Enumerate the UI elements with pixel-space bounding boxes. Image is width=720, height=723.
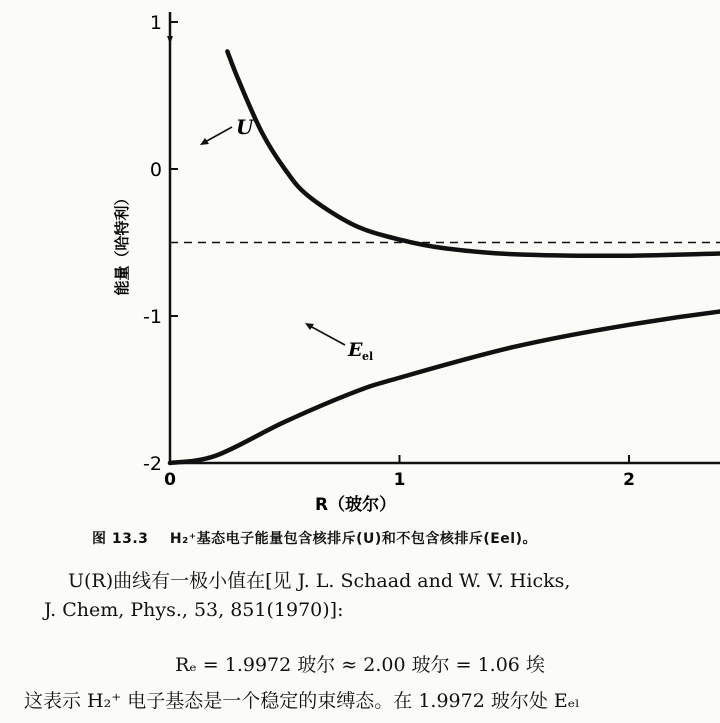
caption-prefix: 图 13.3 [92, 531, 149, 547]
y-axis-marker [167, 36, 173, 44]
paragraph-1-line-1: U(R)曲线有一极小值在[见 J. L. Schaad and W. V. Hicks, [68, 570, 571, 592]
u-pointer-arrow [200, 138, 209, 145]
paragraph-2: 这表示 H₂⁺ 电子基态是一个稳定的束缚态。在 1.9972 玻尔处 Eₑₗ [24, 690, 580, 712]
equation: Rₑ = 1.9972 玻尔 ≈ 2.00 玻尔 = 1.06 埃 [175, 654, 545, 676]
y-axis-label: 能量（哈特利） [113, 190, 131, 296]
u-curve-label: U [236, 115, 254, 139]
x-tick-label: 2 [623, 470, 635, 490]
y-tick-label: -2 [143, 453, 162, 475]
caption-body: H₂⁺基态电子能量包含核排斥(U)和不包含核排斥(Eel)。 [169, 531, 537, 547]
x-tick-label: 1 [393, 470, 406, 490]
eel-pointer-arrow [305, 323, 314, 330]
u-pointer-line [205, 127, 232, 142]
chart-axes [143, 12, 720, 490]
eel-curve-label-sub: el [362, 350, 374, 363]
figure-caption [92, 528, 712, 548]
y-tick-label: 1 [149, 12, 162, 34]
paragraph-1 [0, 567, 720, 625]
series-line-u [227, 51, 720, 255]
x-tick-label: 0 [164, 470, 176, 490]
y-tick-label: 0 [149, 159, 162, 181]
x-axis-label: R（玻尔） [315, 495, 397, 515]
chart-curves [170, 51, 720, 463]
paragraph-1-line-2: J. Chem, Phys., 53, 851(1970)]: [44, 599, 344, 621]
y-tick-label: -1 [143, 306, 162, 328]
eel-curve-label: E [348, 339, 363, 361]
series-line-eel [170, 265, 720, 463]
eel-pointer-line [310, 326, 345, 345]
